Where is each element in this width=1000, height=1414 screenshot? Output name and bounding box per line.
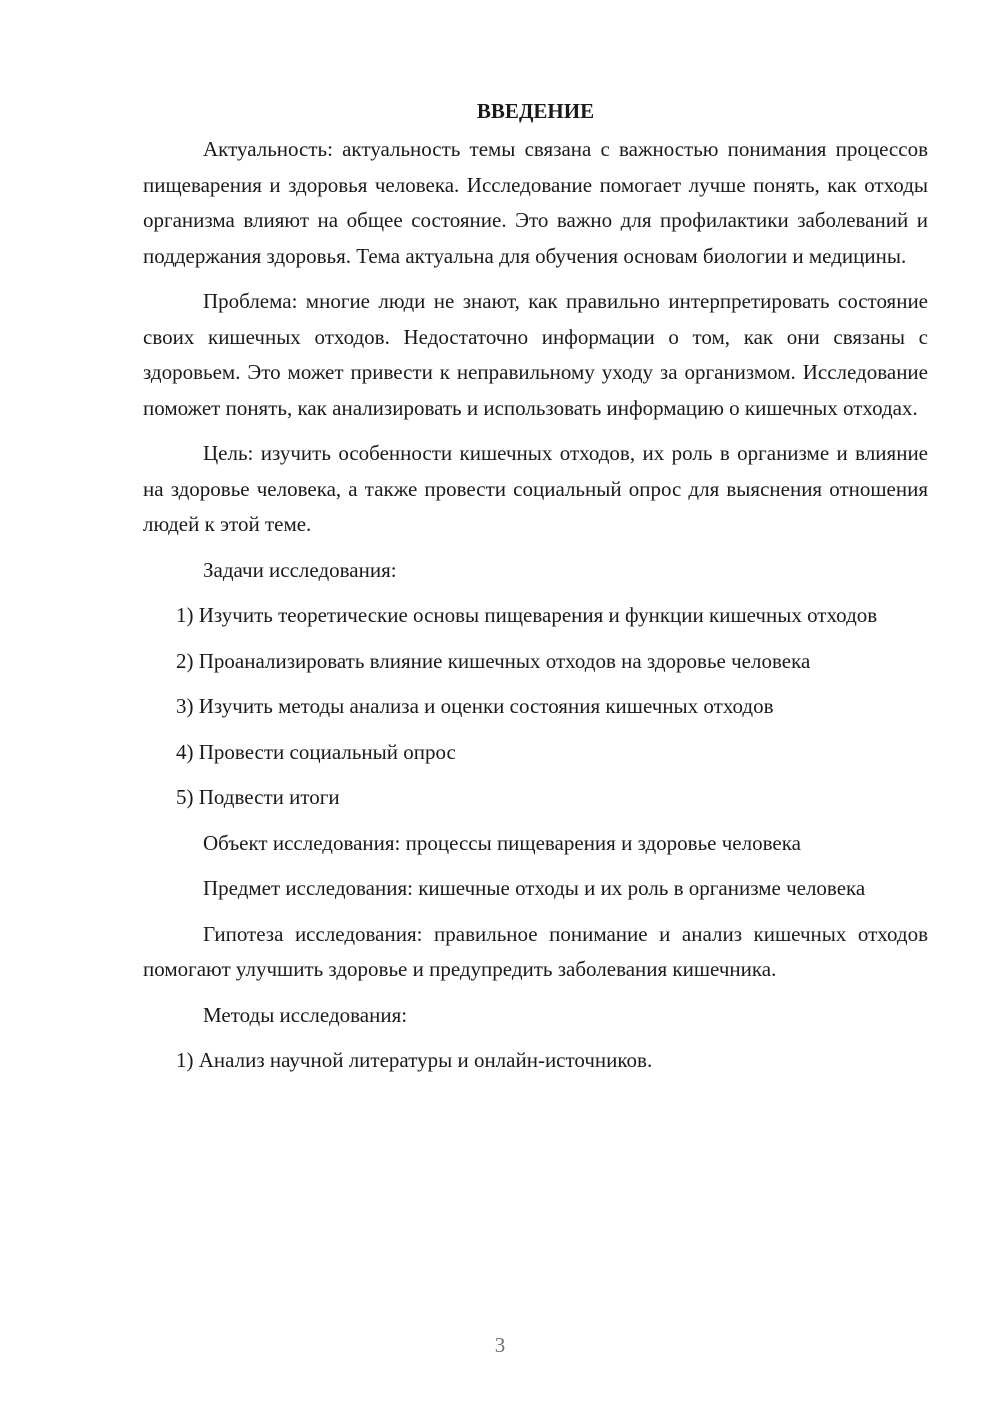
task-item-1: 1) Изучить теоретические основы пищеварения и функции кишечных отходов [176,603,878,627]
task-item-3: 3) Изучить методы анализа и оценки состояния кишечных отходов [176,694,774,718]
task-item-5: 5) Подвести итоги [176,785,340,809]
task-item-4: 4) Провести социальный опрос [176,739,456,764]
object-paragraph: Объект исследования: процессы пищеварения и здоровье человека [203,830,801,855]
tasks-heading: Задачи исследования: [203,557,397,582]
problem-paragraph: Проблема: многие люди не знают, как правильно интерпретировать состояние своих кишечных отходов. Недостаточно информации о том, как они связаны с здоровьем. Это может привести к неправильному уходу за организмом. Исследование поможет понять, как анализировать и использовать информацию о кишечных отходах. [143,289,928,420]
page-number: 3 [494,1333,506,1357]
document-page [143,96,928,1079]
goal-paragraph: Цель: изучить особенности кишечных отходов, их роль в организме и влияние на здоровье человека, а также провести социальный опрос для выяснения отношения людей к этой теме. [143,441,928,536]
relevance-paragraph: Актуальность: актуальность темы связана с важностью понимания процессов пищеварения и здоровья человека. Исследование помогает лучше понять, как отходы организма влияют на общее состояние. Это важно для профилактики заболеваний и поддержания здоровья. Тема актуальна для обучения основам биологии и медицины. [143,137,928,268]
document-title: ВВЕДЕНИЕ [476,99,595,123]
methods-heading: Методы исследования: [203,1002,408,1027]
subject-paragraph: Предмет исследования: кишечные отходы и их роль в организме человека [203,876,866,900]
hypothesis-paragraph: Гипотеза исследования: правильное понимание и анализ кишечных отходов помогают улучшить здоровье и предупредить заболевания кишечника. [143,921,928,981]
method-item-1: 1) Анализ научной литературы и онлайн-источников. [176,1048,653,1072]
task-item-2: 2) Проанализировать влияние кишечных отходов на здоровье человека [176,648,811,673]
